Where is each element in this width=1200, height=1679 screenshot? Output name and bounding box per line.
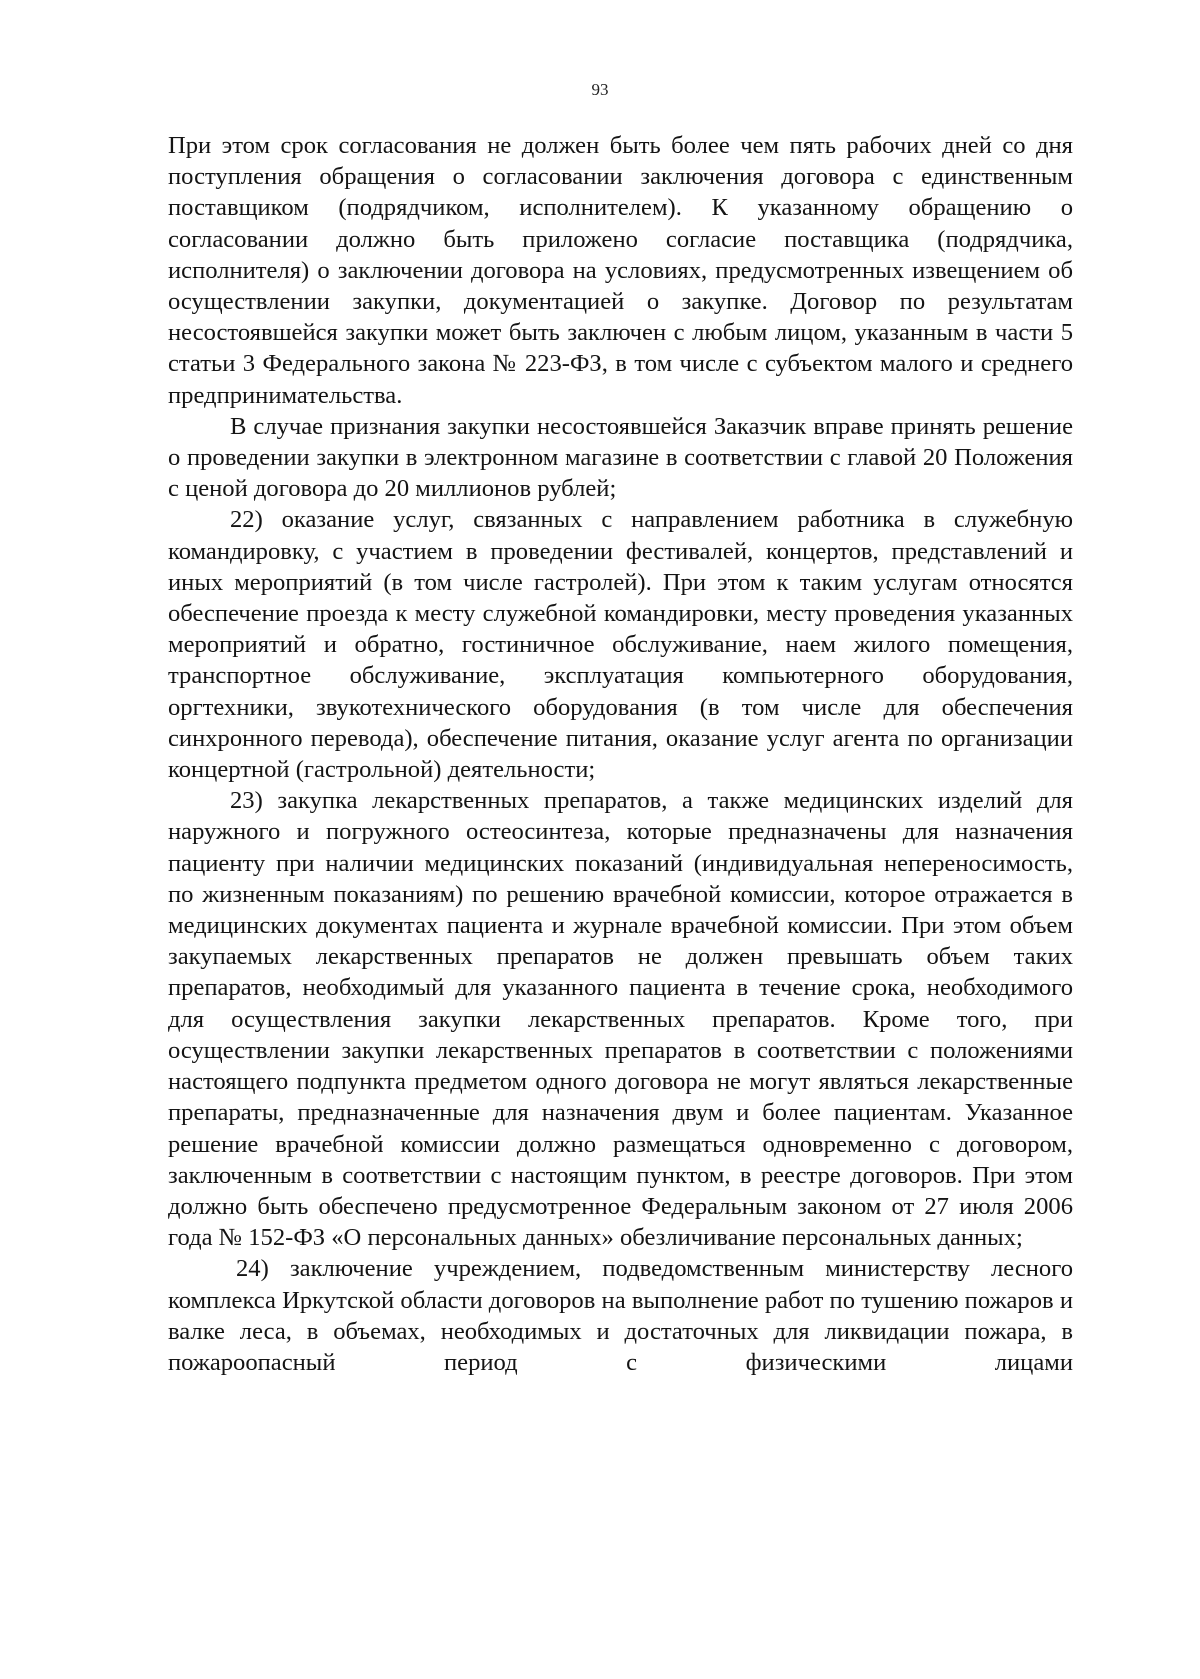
page-number: 93 [591, 80, 609, 99]
paragraph-item-24: 24) заключение учреждением, подведомственным министерству лесного комплекса Иркутской области договоров на выполнение работ по тушению пожаров и валке леса, в объемах, необходимых и достаточных для ликвидации пожара, в пожароопасный период с физическими лицами [168, 1255, 1073, 1376]
document-body [168, 130, 1073, 1378]
paragraph-approval-term: При этом срок согласования не должен быть более чем пять рабочих дней со дня поступления обращения о согласовании заключения договора с единственным поставщиком (подрядчиком, исполнителем). К указанному обращению о согласовании должно быть приложено согласие поставщика (подрядчика, исполнителя) о заключении договора на условиях, предусмотренных извещением об осуществлении закупки, документацией о закупке. Договор по результатам несостоявшейся закупки может быть заключен с любым лицом, указанным в части 5 статьи 3 Федерального закона № 223-ФЗ, в том числе с субъектом малого и среднего предпринимательства. [168, 132, 1073, 409]
paragraph-failed-procurement: В случае признания закупки несостоявшейся Заказчик вправе принять решение о проведении закупки в электронном магазине в соответствии с главой 20 Положения с ценой договора до 20 миллионов рублей; [168, 412, 1073, 503]
paragraph-item-22: 22) оказание услуг, связанных с направлением работника в служебную командировку, с участием в проведении фестивалей, концертов, представлений и иных мероприятий (в том числе гастролей). При этом к таким услугам относятся обеспечение проезда к месту служебной командировки, месту проведения указанных мероприятий и обратно, гостиничное обслуживание, наем жилого помещения, транспортное обслуживание, эксплуатация компьютерного оборудования, оргтехники, звукотехнического оборудования (в том числе для обеспечения синхронного перевода), обеспечение питания, оказание услуг агента по организации концертной (гастрольной) деятельности; [168, 506, 1073, 784]
paragraph-item-23: 23) закупка лекарственных препаратов, а также медицинских изделий для наружного и погружного остеосинтеза, которые предназначены для назначения пациенту при наличии медицинских показаний (индивидуальная непереносимость, по жизненным показаниям) по решению врачебной комиссии, которое отражается в медицинских документах пациента и журнале врачебной комиссии. При этом объем закупаемых лекарственных препаратов не должен превышать объем таких препаратов, необходимый для указанного пациента в течение срока, необходимого для осуществления закупки лекарственных препаратов. Кроме того, при осуществлении закупки лекарственных препаратов в соответствии с положениями настоящего подпункта предметом одного договора не могут являться лекарственные препараты, предназначенные для назначения двум и более пациентам. Указанное решение врачебной комиссии должно размещаться одновременно с договором, заключенным в соответствии с настоящим пунктом, в реестре договоров. При этом должно быть обеспечено предусмотренное Федеральным законом от 27 июля 2006 года № 152-ФЗ «О персональных данных» обезличивание персональных данных; [168, 787, 1073, 1252]
